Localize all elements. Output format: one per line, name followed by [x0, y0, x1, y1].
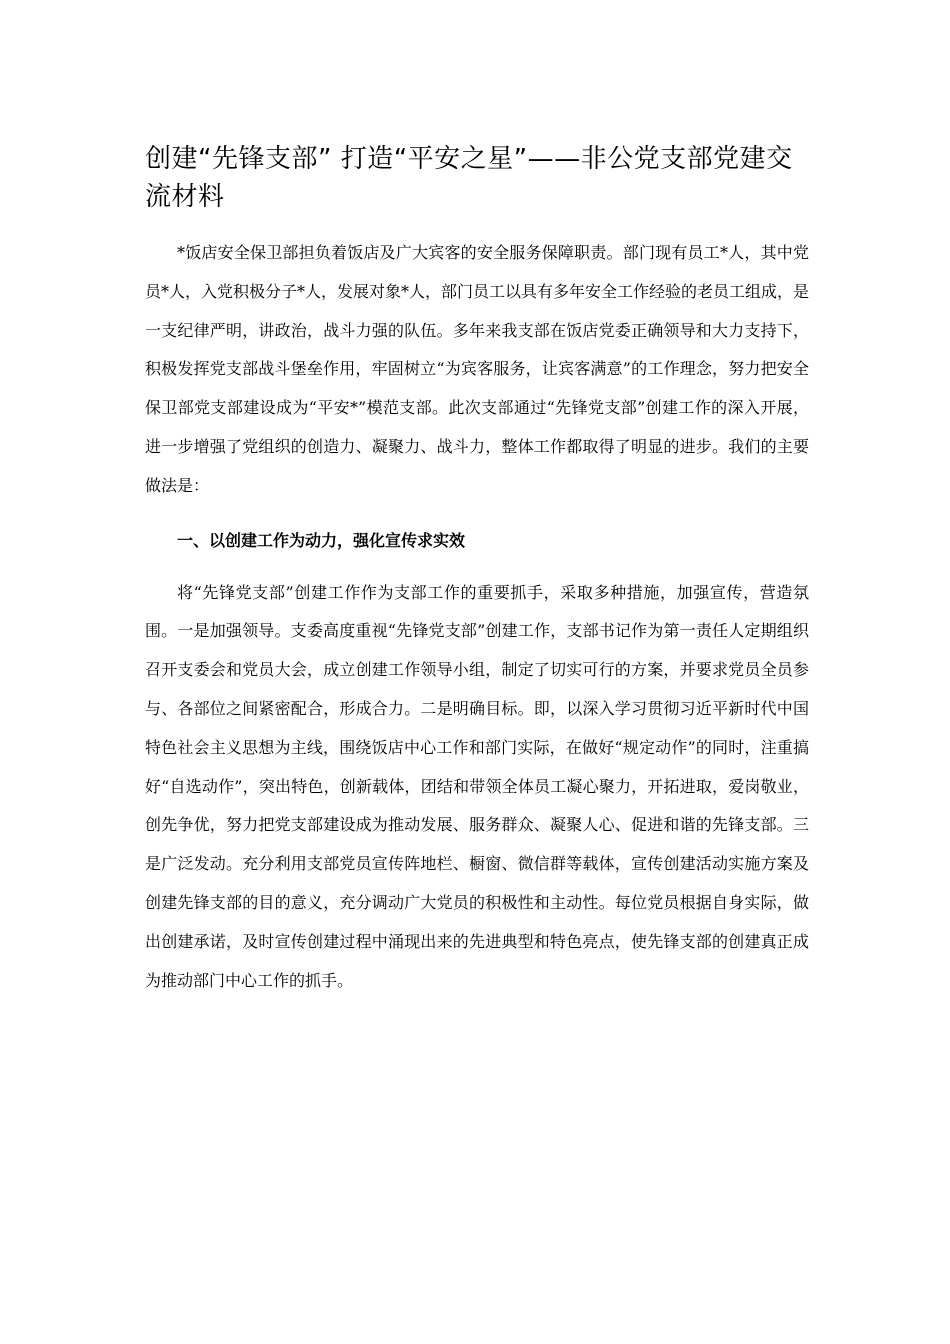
- document-page: [145, 140, 809, 1000]
- section-1-paragraph: 将“先锋党支部”创建工作作为支部工作的重要抓手，采取多种措施，加强宣传，营造氛围。一是加强领导。支委高度重视“先锋党支部”创建工作，支部书记作为第一责任人定期组织召开支委会和党员大会，成立创建工作领导小组，制定了切实可行的方案，并要求党员全员参与、各部位之间紧密配合，形成合力。二是明确目标。即，以深入学习贯彻习近平新时代中国特色社会主义思想为主线，围绕饭店中心工作和部门实际，在做好“规定动作”的同时，注重搞好“自选动作”，突出特色，创新载体，团结和带领全体员工凝心聚力，开拓进取，爱岗敬业，创先争优，努力把党支部建设成为推动发展、服务群众、凝聚人心、促进和谐的先锋支部。三是广泛发动。充分利用支部党员宣传阵地栏、橱窗、微信群等载体，宣传创建活动实施方案及创建先锋支部的目的意义，充分调动广大党员的积极性和主动性。每位党员根据自身实际，做出创建承诺，及时宣传创建过程中涌现出来的先进典型和特色亮点，使先锋支部的创建真正成为推动部门中心工作的抓手。: [145, 582, 809, 990]
- document-title: 创建“先锋支部” 打造“平安之星”——非公党支部党建交流材料: [145, 144, 793, 212]
- intro-paragraph: *饭店安全保卫部担负着饭店及广大宾客的安全服务保障职责。部门现有员工*人，其中党员*人，入党积极分子*人，发展对象*人，部门员工以具有多年安全工作经验的老员工组成，是一支纪律严明，讲政治，战斗力强的队伍。多年来我支部在饭店党委正确领导和大力支持下，积极发挥党支部战斗堡垒作用，牢固树立“为宾客服务，让宾客满意”的工作理念，努力把安全保卫部党支部建设成为“平安*”模范支部。此次支部通过“先锋党支部”创建工作的深入开展，进一步增强了党组织的创造力、凝聚力、战斗力，整体工作都取得了明显的进步。我们的主要做法是：: [145, 243, 810, 495]
- section-1-heading: 一、以创建工作为动力，强化宣传求实效: [177, 530, 466, 550]
